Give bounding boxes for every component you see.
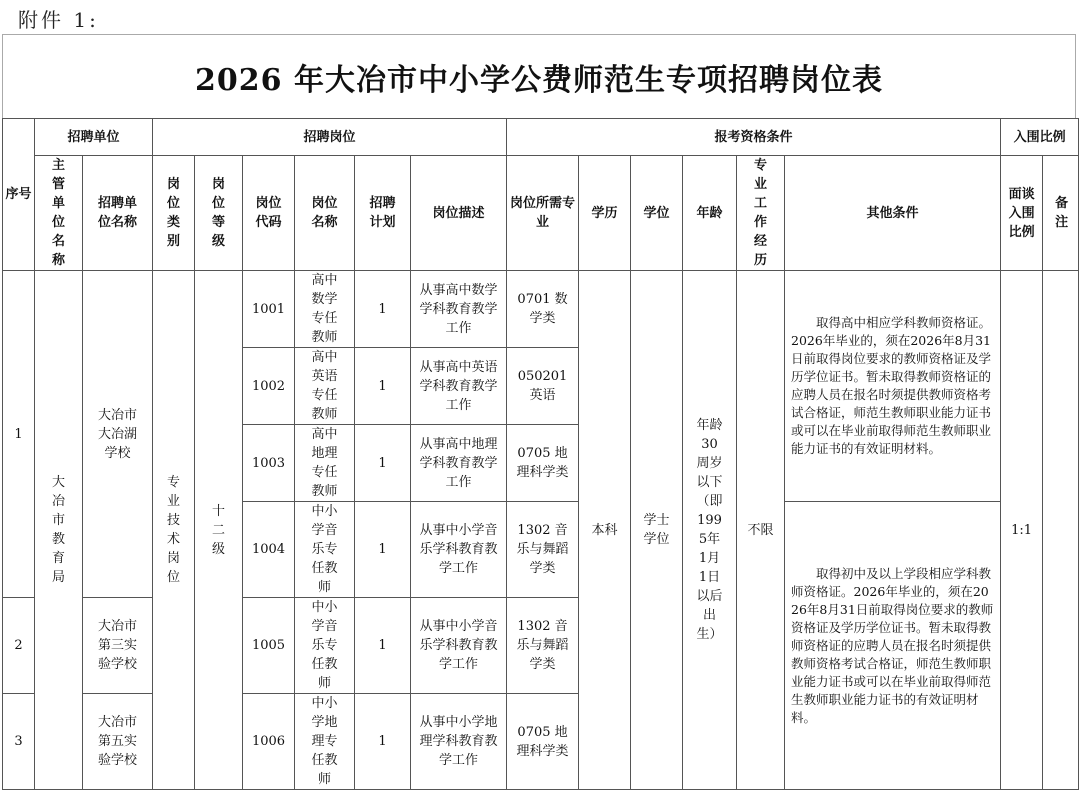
cell-post-name: 高中英语专任教师 xyxy=(295,348,355,425)
header-recruit-post: 招聘岗位 xyxy=(153,119,507,156)
header-degree: 学位 xyxy=(631,156,683,271)
header-post-desc: 岗位描述 xyxy=(411,156,507,271)
header-plan: 招聘计划 xyxy=(355,156,411,271)
cell-plan: 1 xyxy=(355,598,411,694)
cell-post-name: 中小学地理专任教师 xyxy=(295,694,355,790)
cell-major: 1302 音乐与舞蹈学类 xyxy=(507,598,579,694)
header-seq: 序号 xyxy=(3,119,35,271)
cell-code: 1004 xyxy=(243,502,295,598)
recruitment-table xyxy=(2,118,1079,790)
cell-unit: 大冶市第三实验学校 xyxy=(83,598,153,694)
cell-plan: 1 xyxy=(355,502,411,598)
cell-dept: 大冶市教育局 xyxy=(35,271,83,790)
cell-desc: 从事高中地理学科教育教学工作 xyxy=(411,425,507,502)
cell-desc: 从事中小学音乐学科教育教学工作 xyxy=(411,598,507,694)
cell-code: 1006 xyxy=(243,694,295,790)
header-unit-name: 招聘单位名称 xyxy=(83,156,153,271)
header-post-code: 岗位代码 xyxy=(243,156,295,271)
cell-major: 0705 地理科学类 xyxy=(507,425,579,502)
cell-ratio: 1:1 xyxy=(1001,271,1043,790)
cell-code: 1002 xyxy=(243,348,295,425)
cell-major: 0701 数学类 xyxy=(507,271,579,348)
cell-post-name: 中小学音乐专任教师 xyxy=(295,598,355,694)
cell-other-junior: 取得初中及以上学段相应学科教师资格证。2026年毕业的，须在2026年8月31日前取得岗位要求的教师资格证及学历学位证书。暂未取得教师资格证的应聘人员在报名时须提供教师资格考试合格证，师范生教师职业能力证书或可以在毕业前取得师范生教师职业能力证书的有效证明材料。 xyxy=(785,502,1001,790)
header-ratio-group: 入围比例 xyxy=(1001,119,1079,156)
cell-post-name: 高中地理专任教师 xyxy=(295,425,355,502)
cell-remark xyxy=(1043,271,1079,790)
cell-desc: 从事高中英语学科教育教学工作 xyxy=(411,348,507,425)
cell-post-level: 十二级 xyxy=(195,271,243,790)
cell-post-type: 专业技术岗位 xyxy=(153,271,195,790)
cell-degree: 学士学位 xyxy=(631,271,683,790)
header-dept: 主管单位名称 xyxy=(35,156,83,271)
header-experience: 专业工作经历 xyxy=(737,156,785,271)
header-post-type: 岗位类别 xyxy=(153,156,195,271)
cell-desc: 从事中小学音乐学科教育教学工作 xyxy=(411,502,507,598)
header-post-name: 岗位名称 xyxy=(295,156,355,271)
table-row xyxy=(3,271,1079,348)
page-title: 2026 年大冶市中小学公费师范生专项招聘岗位表 xyxy=(195,62,883,98)
attachment-label: 附件 1: xyxy=(18,8,99,32)
cell-plan: 1 xyxy=(355,425,411,502)
header-age: 年龄 xyxy=(683,156,737,271)
cell-code: 1003 xyxy=(243,425,295,502)
header-other: 其他条件 xyxy=(785,156,1001,271)
header-recruit-unit: 招聘单位 xyxy=(35,119,153,156)
cell-code: 1005 xyxy=(243,598,295,694)
cell-major: 050201 英语 xyxy=(507,348,579,425)
cell-unit: 大冶市第五实验学校 xyxy=(83,694,153,790)
cell-seq: 3 xyxy=(3,694,35,790)
cell-major: 0705 地理科学类 xyxy=(507,694,579,790)
cell-code: 1001 xyxy=(243,271,295,348)
cell-unit: 大冶市大冶湖学校 xyxy=(83,271,153,598)
title-box xyxy=(2,34,1076,118)
header-major: 岗位所需专业 xyxy=(507,156,579,271)
header-education: 学历 xyxy=(579,156,631,271)
header-post-level: 岗位等级 xyxy=(195,156,243,271)
cell-post-name: 中小学音乐专任教师 xyxy=(295,502,355,598)
cell-major: 1302 音乐与舞蹈学类 xyxy=(507,502,579,598)
cell-desc: 从事中小学地理学科教育教学工作 xyxy=(411,694,507,790)
cell-plan: 1 xyxy=(355,694,411,790)
header-requirements: 报考资格条件 xyxy=(507,119,1001,156)
cell-other-high: 取得高中相应学科教师资格证。2026年毕业的，须在2026年8月31日前取得岗位要求的教师资格证及学历学位证书。暂未取得教师资格证的应聘人员在报名时须提供教师资格考试合格证，师范生教师职业能力证书或可以在毕业前取得师范生教师职业能力证书的有效证明材料。 xyxy=(785,271,1001,502)
cell-education: 本科 xyxy=(579,271,631,790)
cell-seq: 2 xyxy=(3,598,35,694)
cell-experience: 不限 xyxy=(737,271,785,790)
header-remark: 备注 xyxy=(1043,156,1079,271)
cell-plan: 1 xyxy=(355,271,411,348)
header-interview-ratio: 面谈入围比例 xyxy=(1001,156,1043,271)
cell-desc: 从事高中数学学科教育教学工作 xyxy=(411,271,507,348)
cell-post-name: 高中数学专任教师 xyxy=(295,271,355,348)
cell-plan: 1 xyxy=(355,348,411,425)
cell-age: 年龄30周岁以下（即1995年1月1日以后出生） xyxy=(683,271,737,790)
cell-seq: 1 xyxy=(3,271,35,598)
